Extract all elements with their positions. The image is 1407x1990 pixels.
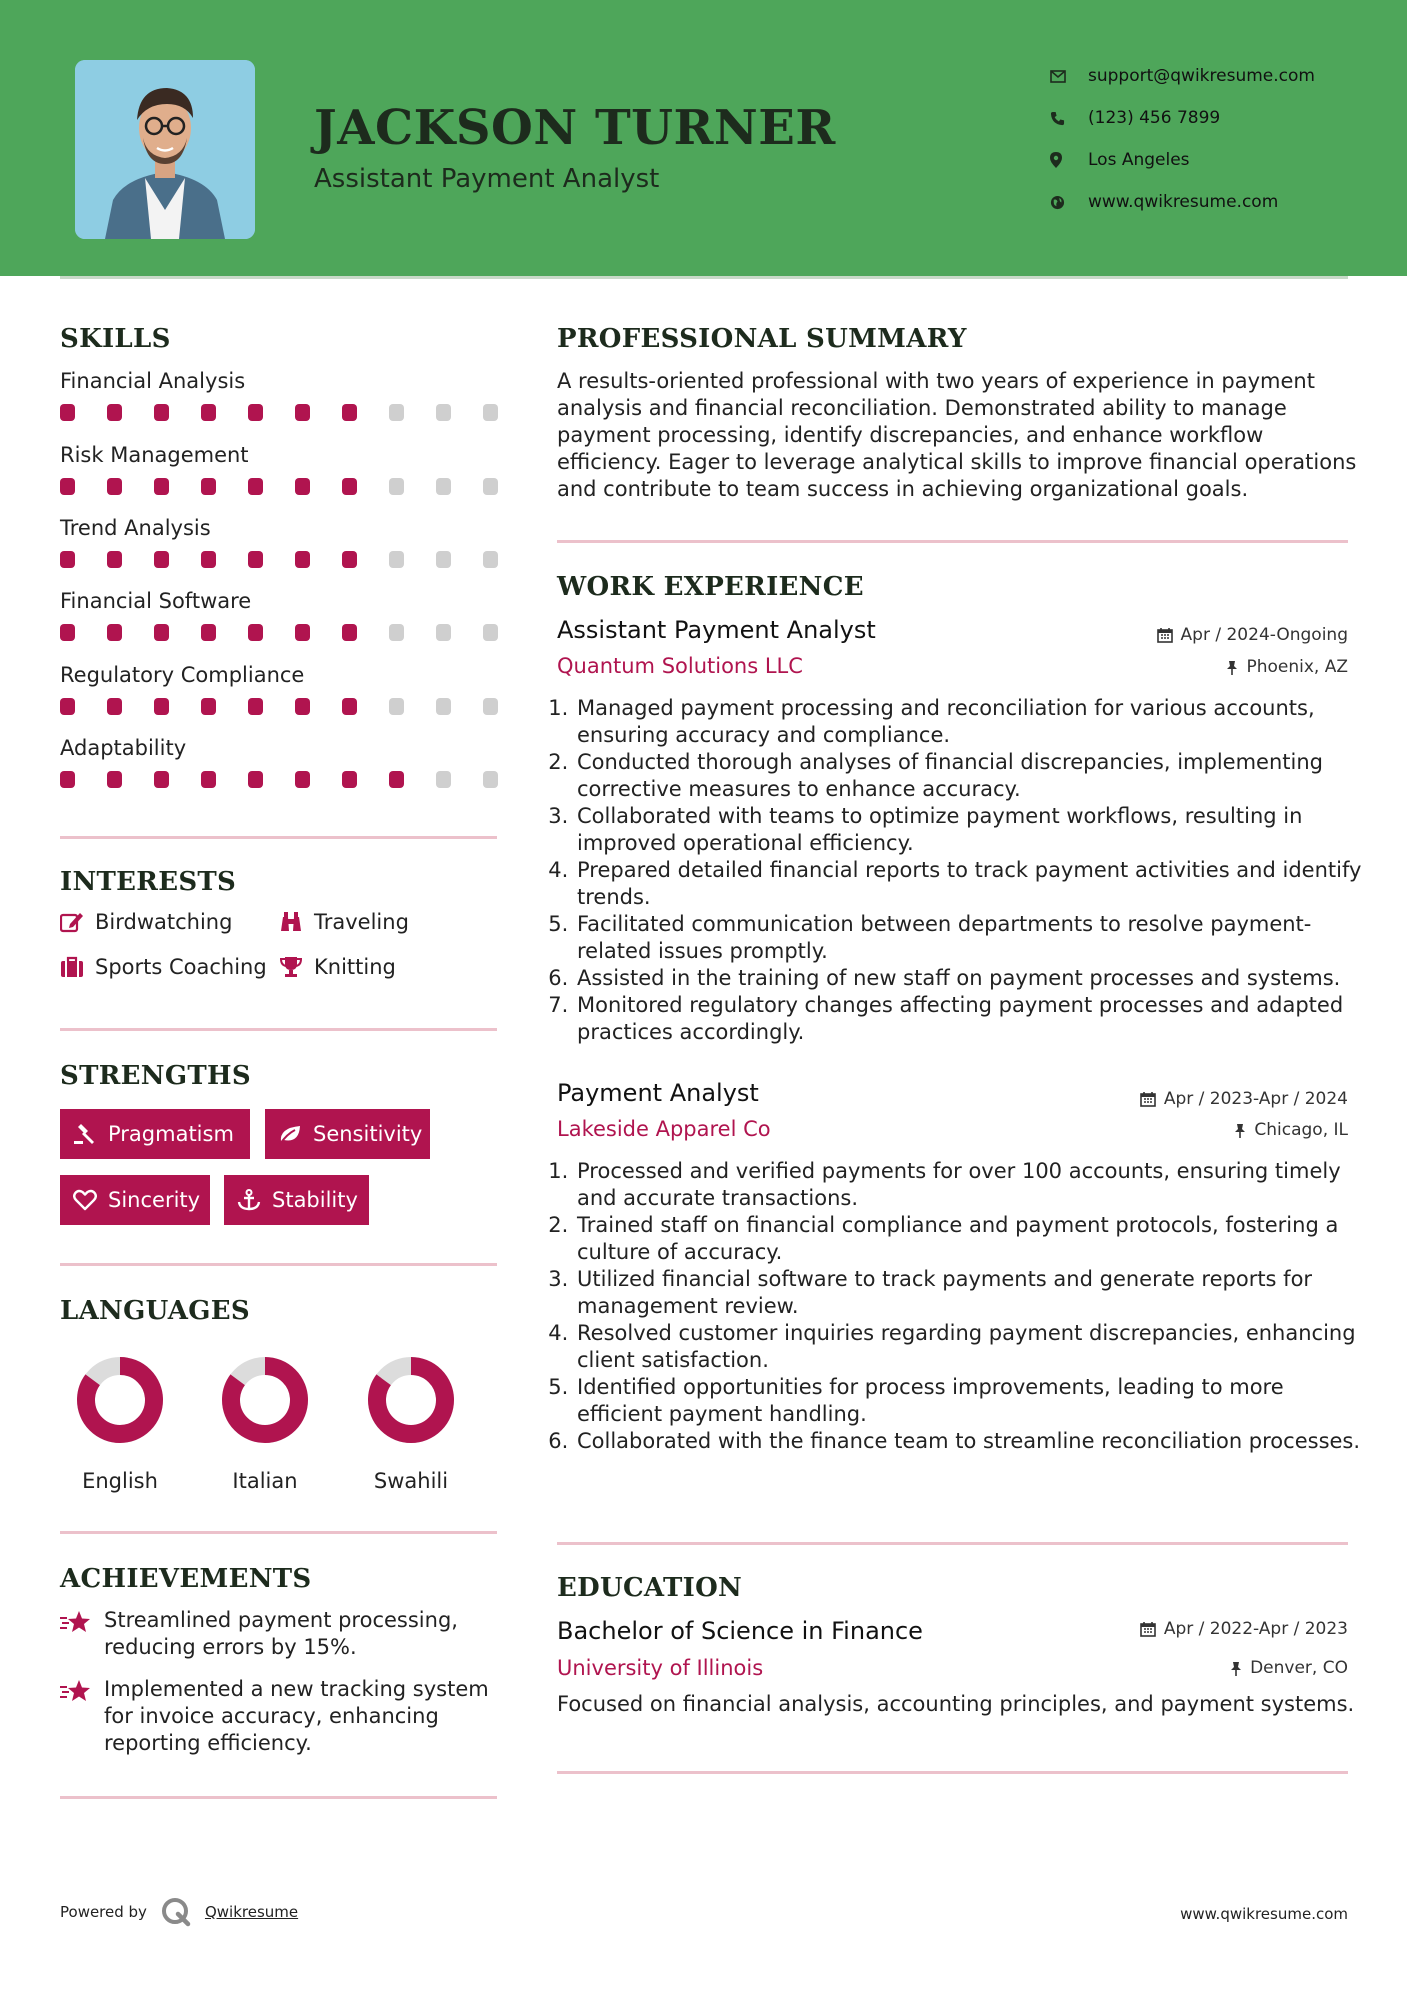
skill-item <box>60 661 500 715</box>
skill-dot-filled <box>248 551 263 568</box>
language-item <box>45 1355 195 1493</box>
strength-label: Sensitivity <box>313 1122 423 1146</box>
skill-dot-empty <box>483 551 498 568</box>
contact-phone[interactable] <box>1050 97 1370 139</box>
heart-icon <box>73 1189 97 1211</box>
contact-email[interactable] <box>1050 55 1370 97</box>
skills-heading: SKILLS <box>60 324 171 354</box>
footer-powered-by <box>60 1897 298 1927</box>
skill-name: Risk Management <box>60 443 249 467</box>
section-divider <box>557 540 1348 543</box>
education-heading: EDUCATION <box>557 1573 743 1603</box>
header-divider <box>60 276 1348 279</box>
envelope-icon <box>1050 70 1088 83</box>
strength-badge <box>224 1175 369 1225</box>
skill-dot-empty <box>436 771 451 788</box>
skill-dot-filled <box>201 551 216 568</box>
contact-phone-text: (123) 456 7899 <box>1088 108 1221 128</box>
job-location <box>1226 657 1348 677</box>
job-duties <box>557 695 1375 1046</box>
section-divider <box>60 1531 497 1534</box>
skill-dot-filled <box>107 698 122 715</box>
job-dates-text: Apr / 2023-Apr / 2024 <box>1163 1089 1348 1109</box>
duty-item: 2. Trained staff on financial compliance and payment protocols, fostering a culture of accuracy. <box>575 1212 1375 1266</box>
duty-item: 1. Processed and verified payments for over 100 accounts, ensuring timely and accurate transactions. <box>575 1158 1375 1212</box>
skill-dot-filled <box>60 698 75 715</box>
company-name: Quantum Solutions LLC <box>557 654 803 678</box>
strength-badge <box>60 1175 210 1225</box>
language-ring <box>75 1355 165 1445</box>
skill-dot-filled <box>201 404 216 421</box>
duty-item: 4. Resolved customer inquiries regarding payment discrepancies, enhancing client satisfaction. <box>575 1320 1375 1374</box>
skill-dot-filled <box>248 624 263 641</box>
language-item <box>336 1355 486 1493</box>
skill-dot-filled <box>248 404 263 421</box>
education-dates-text: Apr / 2022-Apr / 2023 <box>1163 1619 1348 1639</box>
skill-dot-filled <box>342 698 357 715</box>
contact-location <box>1050 139 1370 181</box>
skill-dot-filled <box>295 698 310 715</box>
company-name: Lakeside Apparel Co <box>557 1117 771 1141</box>
calendar-icon <box>1140 1621 1156 1637</box>
qwikresume-logo-icon <box>161 1897 191 1927</box>
skill-dot-empty <box>436 551 451 568</box>
skill-dot-filled <box>248 698 263 715</box>
duty-item: 5. Facilitated communication between departments to resolve payment-related issues promptly. <box>575 911 1375 965</box>
powered-by-text: Powered by <box>60 1903 147 1921</box>
strength-label: Pragmatism <box>108 1122 234 1146</box>
calendar-icon <box>1157 627 1173 643</box>
interests-heading: INTERESTS <box>60 867 237 897</box>
briefcase-icon <box>60 956 95 978</box>
skill-dot-empty <box>483 771 498 788</box>
map-pin-icon <box>1050 152 1088 168</box>
language-name: Italian <box>232 1469 298 1493</box>
skill-dot-filled <box>248 478 263 495</box>
skill-dot-filled <box>60 771 75 788</box>
summary-heading: PROFESSIONAL SUMMARY <box>557 324 967 354</box>
footer-website[interactable]: www.qwikresume.com <box>1180 1905 1348 1923</box>
skill-dot-filled <box>60 551 75 568</box>
language-name: Swahili <box>373 1469 449 1493</box>
skill-dot-filled <box>154 698 169 715</box>
skill-dot-filled <box>60 478 75 495</box>
skill-dot-empty <box>483 478 498 495</box>
skill-dot-empty <box>483 624 498 641</box>
star-icon <box>60 1676 104 1757</box>
strength-label: Sincerity <box>108 1188 201 1212</box>
skill-dot-filled <box>342 404 357 421</box>
skill-item <box>60 514 500 568</box>
skill-dot-filled <box>201 771 216 788</box>
duty-item: 1. Managed payment processing and reconciliation for various accounts, ensuring accuracy and compliance. <box>575 695 1375 749</box>
skill-dot-empty <box>389 551 404 568</box>
skill-dot-filled <box>107 771 122 788</box>
education-location <box>1230 1658 1348 1678</box>
skill-dot-filled <box>107 551 122 568</box>
achievement-text: Streamlined payment processing, reducing errors by 15%. <box>104 1608 458 1659</box>
skill-rating <box>60 698 498 715</box>
skill-dot-filled <box>295 624 310 641</box>
leaf-icon <box>278 1123 302 1145</box>
interest-label: Birdwatching <box>95 910 233 934</box>
qwikresume-link[interactable]: Qwikresume <box>204 1903 299 1921</box>
skill-dot-empty <box>389 478 404 495</box>
skill-dot-filled <box>60 624 75 641</box>
skill-dot-empty <box>389 624 404 641</box>
skill-dot-filled <box>295 771 310 788</box>
job-dates <box>1140 1089 1348 1109</box>
skill-dot-filled <box>342 624 357 641</box>
degree-name: Bachelor of Science in Finance <box>557 1617 923 1645</box>
skill-dot-empty <box>436 478 451 495</box>
skill-dot-filled <box>154 551 169 568</box>
candidate-name: JACKSON TURNER <box>314 100 836 156</box>
skill-dot-filled <box>342 771 357 788</box>
contact-list <box>1050 55 1370 223</box>
school-name: University of Illinois <box>557 1656 764 1680</box>
education-dates <box>1140 1619 1348 1639</box>
skill-dot-filled <box>389 771 404 788</box>
duty-item: 2. Conducted thorough analyses of financial discrepancies, implementing corrective measures to enhance accuracy. <box>575 749 1375 803</box>
duty-item: 6. Assisted in the training of new staff on payment processes and systems. <box>575 965 1375 992</box>
skill-rating <box>60 478 498 495</box>
job-location <box>1234 1120 1348 1140</box>
globe-icon <box>1050 195 1088 210</box>
interest-label: Traveling <box>314 910 409 934</box>
phone-icon <box>1050 111 1088 126</box>
candidate-title: Assistant Payment Analyst <box>314 164 660 194</box>
skill-dot-filled <box>295 404 310 421</box>
skill-name: Financial Analysis <box>60 369 246 393</box>
skill-dot-empty <box>436 404 451 421</box>
interest-item <box>279 910 409 934</box>
section-divider <box>557 1542 1348 1545</box>
education-location-text: Denver, CO <box>1250 1658 1348 1678</box>
interest-item <box>279 955 396 979</box>
skill-dot-filled <box>342 551 357 568</box>
contact-website-text: www.qwikresume.com <box>1088 192 1279 212</box>
interest-label: Knitting <box>314 955 396 979</box>
job-dates <box>1157 625 1348 645</box>
language-ring <box>366 1355 456 1445</box>
calendar-icon <box>1140 1091 1156 1107</box>
skill-dot-filled <box>107 624 122 641</box>
achievement-text: Implemented a new tracking system for invoice accuracy, enhancing reporting efficiency. <box>104 1677 489 1755</box>
experience-heading: WORK EXPERIENCE <box>557 572 864 602</box>
skill-rating <box>60 771 498 788</box>
summary-text: A results-oriented professional with two years of experience in payment analysis and financial reconciliation. Demonstrated ability to manage payment processing, identify discrepancies, and enhance workflow efficiency. Eager to leverage analytical skills to improve financial operations and contribute to team success in achieving organizational goals. <box>557 369 1357 501</box>
skill-dot-filled <box>295 478 310 495</box>
skill-dot-empty <box>436 624 451 641</box>
skill-dot-empty <box>483 698 498 715</box>
interest-item <box>60 910 232 934</box>
binoculars-icon <box>279 911 314 933</box>
skill-dot-empty <box>483 404 498 421</box>
section-divider <box>60 1028 497 1031</box>
skill-rating <box>60 551 498 568</box>
contact-website[interactable] <box>1050 181 1370 223</box>
contact-location-text: Los Angeles <box>1088 150 1190 170</box>
anchor-icon <box>237 1189 261 1211</box>
profile-photo <box>75 60 255 239</box>
job-title: Payment Analyst <box>557 1079 759 1107</box>
section-divider <box>60 1263 497 1266</box>
strength-badge <box>60 1109 250 1159</box>
edit-icon <box>60 911 95 933</box>
strength-badge <box>265 1109 430 1159</box>
achievement-item <box>60 1676 520 1757</box>
skill-dot-filled <box>107 478 122 495</box>
section-divider <box>60 1796 497 1799</box>
skill-dot-empty <box>389 404 404 421</box>
skill-item <box>60 734 500 788</box>
pushpin-icon <box>1234 1123 1246 1138</box>
skill-dot-filled <box>342 478 357 495</box>
language-ring <box>220 1355 310 1445</box>
job-title: Assistant Payment Analyst <box>557 616 876 644</box>
interest-item <box>60 955 267 979</box>
pushpin-icon <box>1230 1661 1242 1676</box>
skill-dot-filled <box>154 404 169 421</box>
job-duties <box>557 1158 1375 1455</box>
achievement-item <box>60 1607 520 1661</box>
duty-item: 6. Collaborated with the finance team to streamline reconciliation processes. <box>575 1428 1375 1455</box>
duty-item: 3. Collaborated with teams to optimize payment workflows, resulting in improved operational efficiency. <box>575 803 1375 857</box>
languages-heading: LANGUAGES <box>60 1296 250 1326</box>
job-dates-text: Apr / 2024-Ongoing <box>1180 625 1348 645</box>
skill-item <box>60 367 500 421</box>
skill-dot-filled <box>154 478 169 495</box>
strengths-heading: STRENGTHS <box>60 1061 251 1091</box>
skill-dot-filled <box>201 478 216 495</box>
language-item <box>190 1355 340 1493</box>
trophy-icon <box>279 956 314 978</box>
star-icon <box>60 1607 104 1661</box>
skill-name: Regulatory Compliance <box>60 663 305 687</box>
gavel-icon <box>73 1123 97 1145</box>
contact-email-text: support@qwikresume.com <box>1088 66 1315 86</box>
skill-dot-filled <box>201 698 216 715</box>
education-description: Focused on financial analysis, accounting principles, and payment systems. <box>557 1692 1355 1716</box>
skill-dot-filled <box>201 624 216 641</box>
pushpin-icon <box>1226 660 1238 675</box>
section-divider <box>557 1771 1348 1774</box>
header-banner <box>0 0 1407 276</box>
language-name: English <box>82 1469 158 1493</box>
skill-dot-filled <box>107 404 122 421</box>
skill-name: Trend Analysis <box>60 516 211 540</box>
job-location-text: Phoenix, AZ <box>1246 657 1348 677</box>
section-divider <box>60 836 497 839</box>
duty-item: 5. Identified opportunities for process improvements, leading to more efficient payment handling. <box>575 1374 1375 1428</box>
interest-label: Sports Coaching <box>95 955 267 979</box>
job-location-text: Chicago, IL <box>1254 1120 1348 1140</box>
duty-item: 7. Monitored regulatory changes affecting payment processes and adapted practices accordingly. <box>575 992 1375 1046</box>
duty-item: 4. Prepared detailed financial reports to track payment activities and identify trends. <box>575 857 1375 911</box>
skill-dot-filled <box>154 624 169 641</box>
skill-dot-filled <box>154 771 169 788</box>
skill-rating <box>60 404 498 421</box>
skill-item <box>60 441 500 495</box>
skill-name: Financial Software <box>60 589 252 613</box>
strength-label: Stability <box>272 1188 358 1212</box>
skill-dot-filled <box>295 551 310 568</box>
skill-dot-empty <box>389 698 404 715</box>
skill-rating <box>60 624 498 641</box>
skill-dot-empty <box>436 698 451 715</box>
achievements-heading: ACHIEVEMENTS <box>60 1564 312 1594</box>
duty-item: 3. Utilized financial software to track payments and generate reports for management review. <box>575 1266 1375 1320</box>
skill-name: Adaptability <box>60 736 187 760</box>
skill-item <box>60 587 500 641</box>
skill-dot-filled <box>60 404 75 421</box>
skill-dot-filled <box>248 771 263 788</box>
